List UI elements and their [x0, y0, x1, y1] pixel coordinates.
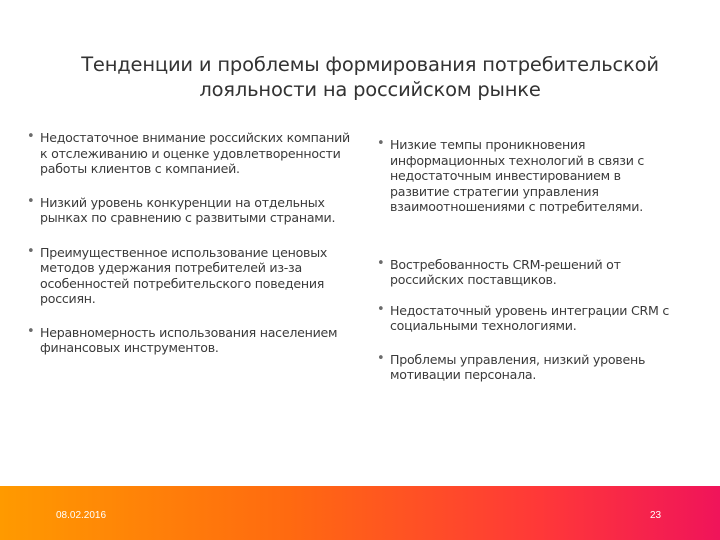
page-number: 23 — [650, 510, 662, 521]
bullet-text: Преимущественное использование ценовых методов удержания потребителей из-за особенностей потребительского поведения россиян. — [40, 244, 328, 306]
bullet-item — [376, 352, 676, 383]
slide-title — [70, 52, 670, 102]
right-bullet-list — [376, 137, 676, 383]
footer-gradient-bar — [0, 486, 720, 540]
bullet-icon: • — [377, 350, 385, 366]
bullet-item — [26, 130, 356, 177]
bullet-text: Низкий уровень конкуренции на отдельных рынках по сравнению с развитыми странами. — [40, 194, 336, 225]
bullet-icon: • — [27, 193, 35, 209]
footer-date: 08.02.2016 — [56, 510, 107, 521]
bullet-item — [26, 195, 356, 226]
bullet-text: Недостаточное внимание российских компаний к отслеживанию и оценке удовлетворенности работы клиентов с компанией. — [40, 130, 350, 176]
bullet-icon: • — [27, 243, 35, 259]
bullet-icon: • — [377, 301, 385, 317]
slide-title-line-2: лояльности на российском рынке — [199, 78, 541, 101]
left-bullet-list — [26, 130, 356, 356]
left-bullet-column — [26, 130, 356, 356]
bullet-icon: • — [27, 129, 35, 144]
bullet-icon: • — [377, 136, 385, 151]
bullet-text: Востребованность CRM-решений от российских поставщиков. — [390, 256, 621, 287]
bullet-item — [376, 137, 676, 215]
bullet-text: Низкие темпы проникновения информационных технологий в связи с недостаточным инвестированием в развитие стратегии управления взаимоотношениями с потребителями. — [390, 137, 645, 214]
bullet-item — [376, 257, 676, 288]
bullet-icon: • — [27, 323, 35, 339]
bullet-icon: • — [377, 255, 385, 271]
bullet-text: Недостаточный уровень интеграции CRM с социальными технологиями. — [390, 302, 670, 333]
bullet-text: Проблемы управления, низкий уровень мотивации персонала. — [390, 351, 646, 382]
bullet-item — [26, 325, 356, 356]
bullet-item — [376, 303, 676, 334]
slide-title-line-1: Тенденции и проблемы формирования потребительской — [81, 53, 659, 76]
bullet-item — [26, 245, 356, 307]
bullet-text: Неравномерность использования населением финансовых инструментов. — [40, 324, 338, 355]
right-bullet-column — [376, 130, 676, 383]
